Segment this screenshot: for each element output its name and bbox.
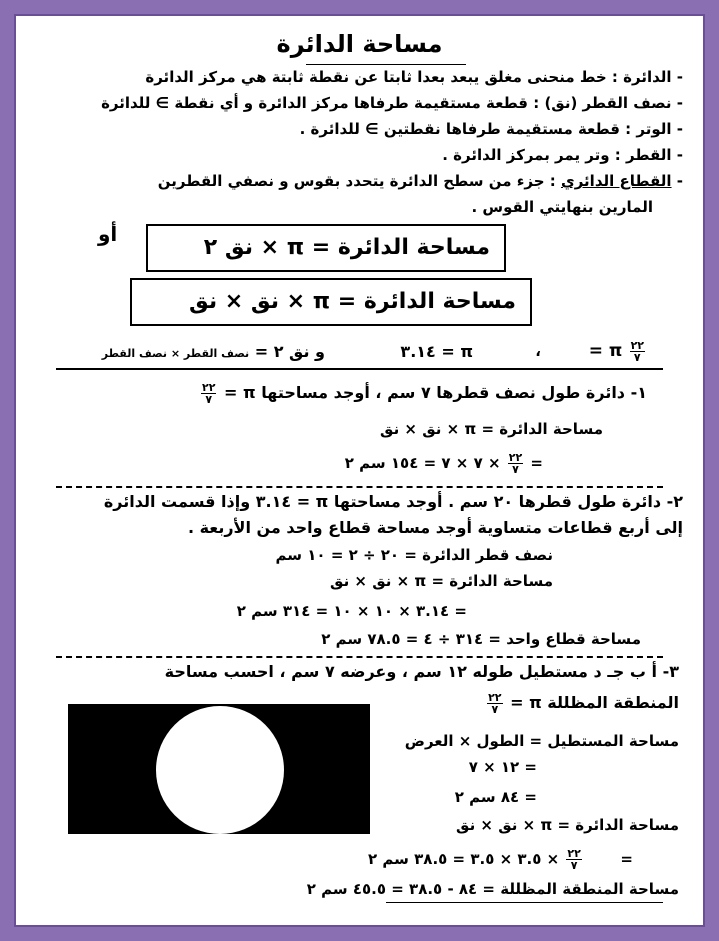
inscribed-circle bbox=[156, 706, 284, 834]
definition-radius: - نصف القطر (نق) : قطعة مستقيمة طرفاها مركز الدائرة و أي نقطة ∋ للدائرة bbox=[101, 94, 683, 112]
page-title: مساحة الدائرة bbox=[276, 30, 443, 58]
formula-1: مساحة الدائرة = π × نق ٢ bbox=[203, 235, 490, 260]
shaded-rectangle bbox=[68, 704, 370, 834]
example-2-step-4: مساحة قطاع واحد = ٣١٤ ÷ ٤ = ٧٨.٥ سم ٢ bbox=[321, 630, 641, 648]
result-underline bbox=[386, 902, 663, 903]
example-3-step-4: مساحة الدائرة = π × نق × نق bbox=[456, 816, 679, 834]
definition-chord: - الوتر : قطعة مستقيمة طرفاها نقطتين ∋ للدائرة . bbox=[299, 120, 683, 138]
example-2-step-3: = ٣.١٤ × ١٠ × ١٠ = ٣١٤ سم ٢ bbox=[236, 602, 467, 620]
fraction-22-7: $\frac{٢٢}{٧}$ bbox=[202, 381, 216, 406]
separator-2 bbox=[56, 486, 663, 488]
formula-2: مساحة الدائرة = π × نق × نق bbox=[189, 289, 516, 314]
example-3-question-line-1: ٣- أ ب جـ د مستطيل طوله ١٢ سم ، وعرضه ٧ سم ، احسب مساحة bbox=[164, 662, 679, 681]
fraction-22-7: $\frac{٢٢}{٧}$ bbox=[567, 847, 581, 872]
definition-circle: - الدائرة : خط منحنى مغلق يبعد بعدا ثابتا عن نقطة ثابتة هي مركز الدائرة bbox=[145, 68, 683, 86]
or-label: أو bbox=[98, 222, 118, 246]
radius-squared-meaning: نصف القطر × نصف القطر bbox=[101, 347, 250, 360]
separator-1 bbox=[56, 368, 663, 370]
fraction-22-7: $\frac{٢٢}{٧}$ bbox=[488, 691, 502, 716]
formula-box-1 bbox=[146, 224, 506, 272]
example-2-step-1: نصف قطر الدائرة = ٢٠ ÷ ٢ = ١٠ سم bbox=[275, 546, 553, 564]
pi-fraction: $\frac{٢٢}{٧}$ π = bbox=[588, 339, 644, 364]
worksheet-page bbox=[14, 14, 705, 927]
sector-term: القطاع الدائري bbox=[560, 172, 672, 190]
example-1-step-2: = $\frac{٢٢}{٧}$ × ٧ × ٧ = ١٥٤ سم ٢ bbox=[344, 451, 543, 476]
title-underline bbox=[306, 64, 466, 65]
example-3-step-6: مساحة المنطقة المظللة = ٨٤ - ٣٨.٥ = ٤٥.٥ سم ٢ bbox=[306, 880, 679, 898]
constants-comma: ، bbox=[535, 342, 541, 360]
fraction-22-7: $\frac{٢٢}{٧}$ bbox=[508, 451, 523, 476]
example-2-question-line-2: إلى أربع قطاعات متساوية أوجد مساحة قطاع واحد من الأربعة . bbox=[187, 518, 683, 537]
definition-diameter: - القطر : وتر يمر بمركز الدائرة . bbox=[442, 146, 683, 164]
definition-sector: - القطاع الدائري : جزء من سطح الدائرة يتحدد بقوس و نصفي القطرين bbox=[157, 172, 683, 190]
example-3-step-1: مساحة المستطيل = الطول × العرض bbox=[404, 732, 679, 750]
pi-decimal: π = ٣.١٤ bbox=[400, 342, 473, 361]
definition-sector-line2: المارين بنهايتي القوس . bbox=[471, 198, 653, 216]
radius-squared: و نق ٢ = نصف القطر × نصف القطر bbox=[101, 342, 325, 361]
example-1-step-1: مساحة الدائرة = π × نق × نق bbox=[380, 420, 603, 438]
formula-box-2 bbox=[130, 278, 532, 326]
example-3-step-3: = ٨٤ سم ٢ bbox=[454, 788, 537, 806]
example-3-step-2: = ١٢ × ٧ bbox=[468, 758, 537, 776]
example-2-question-line-1: ٢- دائرة طول قطرها ٢٠ سم . أوجد مساحتها π = ٣.١٤ وإذا قسمت الدائرة bbox=[103, 492, 683, 511]
example-1-question: ١- دائرة طول نصف قطرها ٧ سم ، أوجد مساحتها π = $\frac{٢٢}{٧}$ bbox=[202, 381, 647, 406]
example-3-question-line-2: المنطقة المظللة π = $\frac{٢٢}{٧}$ bbox=[488, 691, 679, 716]
example-2-step-2: مساحة الدائرة = π × نق × نق bbox=[330, 572, 553, 590]
separator-3 bbox=[56, 656, 663, 658]
fraction-22-7: $\frac{٢٢}{٧}$ bbox=[630, 339, 644, 364]
example-3-step-5: = $\frac{٢٢}{٧}$ × ٣.٥ × ٣.٥ = ٣٨.٥ سم ٢ bbox=[368, 847, 633, 872]
